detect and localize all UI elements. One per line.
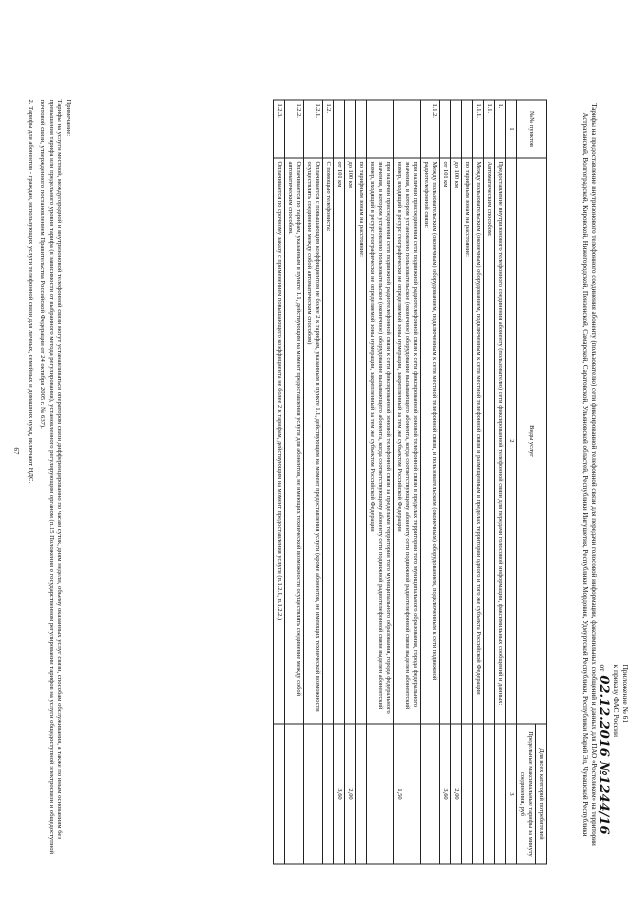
row-number: 1.1.1. <box>473 100 484 158</box>
table-row <box>473 100 484 864</box>
row-service: при наличии присоединения сети подвижной радиотелефонной связи к сети фиксированной зоновой телефонной связи в пределах территории того муниципального образования, города федерального значения, в котором установлено пользовательское (оконечное) оборудование вызывающего абонента, когда соответствующему абоненту сети подвижной радиотелефонной связи выделен абонентский номер, входящий в ресурс географически не определяемой зоны нумерации, закрепленный за тем же субъектом Российской Федерации <box>394 158 421 724</box>
table-body <box>274 100 506 864</box>
row-service: до 100 км <box>451 158 462 724</box>
row-service: от 101 км <box>334 158 345 724</box>
row-service: от 101 км <box>440 158 451 724</box>
row-tariff <box>304 724 323 864</box>
row-number <box>451 100 462 158</box>
row-service: Между пользовательским (оконечным) оборудованием, подключенным к сети местной телефонной связи и размещенным в пределах территории одного и того же субъекта Российской Федерации <box>473 158 484 724</box>
row-service: при наличии присоединения сети подвижной радиотелефонной связи к сети фиксированной зоновой телефонной связи за пределами территории того муниципального образования, города федерального значения, в котором установлено пользовательское (оконечное) оборудование вызывающего абонента, когда соответствующему абоненту сети подвижной радиотелефонной связи выделен абонентский номер, входящий в ресурс географически не определяемой зоны нумерации, закрепленный за тем же субъектом Российской Федерации <box>367 158 394 724</box>
row-tariff <box>421 724 440 864</box>
row-service: Оплачивается по срочному заказу с применением повышающего коэффициента не более 2 к тарифам, действующим на момент предоставления услуги (п.1.2.1, п.1.2.2.) <box>274 158 285 724</box>
row-tariff: 1,50 <box>394 724 421 864</box>
table-row <box>451 100 462 864</box>
header-row <box>536 100 547 864</box>
row-service: Автоматическим способом: <box>484 158 495 724</box>
row-number: 1.2.1. <box>304 100 323 158</box>
row-number: 1.1.2. <box>421 100 440 158</box>
appendix-title: Приложение № 61 <box>621 664 630 724</box>
row-service: Предоставление внутризонового телефонного соединения абоненту (пользователю) сети фиксированной телефонной связи для передачи голосовой информации, факсимильных сообщений и данных: <box>495 158 506 724</box>
header-consumers: Для всех категорий потребителей <box>536 724 547 864</box>
notes <box>38 100 72 864</box>
table-row <box>345 100 356 864</box>
appendix-date-line: от02.12.2016 №1244/16 <box>596 664 612 835</box>
column-number-row <box>506 100 517 864</box>
row-number <box>462 100 473 158</box>
page-number: 67 <box>12 447 20 455</box>
row-number: 1.2.3. <box>274 100 285 158</box>
row-number: 1.2. <box>323 100 334 158</box>
row-service: Оплачивается с повышающим коэффициентом не более 2 к тарифам, указанным в пункте 1.1, действующим на момент предоставления услуги (кроме абонентов, не имеющих технической возможности осуществлять соединение между собой автоматическим способом) <box>304 158 323 724</box>
table-row <box>274 100 285 864</box>
row-tariff: 2,00 <box>345 724 356 864</box>
row-tariff <box>473 724 484 864</box>
row-tariff: 3,60 <box>440 724 451 864</box>
row-tariff <box>356 724 367 864</box>
table-row <box>462 100 473 864</box>
appendix-stamp <box>595 664 630 834</box>
header-services: Виды услуг <box>517 158 547 724</box>
document-heading: Тарифы на предоставление внутризонового телефонного соединения абоненту (пользователю) сети фиксированной телефонной связи для передачи голосовой информации, факсимильных сообщений и данных для ПАО «Ростелеком» на территории Астраханской, Волгоградской, Кировской, Нижегородской, Пензенской, Самарской, Саратовской, Ульяновской областей, Республики Ингушетия, Республики Мордовия, Удмуртской Республики, Республики Марий Эл, Чувашской Республики <box>580 103 598 846</box>
row-number <box>334 100 345 158</box>
row-number <box>367 100 394 158</box>
table-row <box>367 100 394 864</box>
row-number <box>356 100 367 158</box>
appendix-order: к приказу ФАС России <box>611 664 621 738</box>
row-tariff <box>285 724 304 864</box>
table-row <box>334 100 345 864</box>
table-row <box>484 100 495 864</box>
row-tariff <box>323 724 334 864</box>
row-tariff: 2,00 <box>451 724 462 864</box>
table-row <box>440 100 451 864</box>
colnum-3: 3 <box>506 724 517 864</box>
notes-label: Примечание: <box>65 99 72 137</box>
row-tariff <box>462 724 473 864</box>
header-tariff: Предельные максимальные тарифы за минуту соединения, руб <box>517 724 536 864</box>
table-row <box>356 100 367 864</box>
table-row <box>323 100 334 864</box>
row-service: С помощью телефониста: <box>323 158 334 724</box>
row-service: до 100 км <box>345 158 356 724</box>
table-row <box>285 100 304 864</box>
row-tariff <box>367 724 394 864</box>
tariff-table <box>273 100 547 865</box>
handwritten-date-number: 02.12.2016 №1244/16 <box>596 675 612 835</box>
colnum-1: 1 <box>506 100 517 158</box>
row-service: по тарифным зонам на расстояние: <box>356 158 367 724</box>
row-tariff <box>274 724 285 864</box>
header-num: №№ пунктов <box>517 100 547 158</box>
row-number <box>345 100 356 158</box>
colnum-2: 2 <box>506 158 517 724</box>
row-number <box>440 100 451 158</box>
row-service: Между пользовательским (оконечным) оборудованием, подключенным к сети местной телефонной связи, и пользовательским (оконечным) оборудованием, подключенным к сети подвижной радиотелефонной связи: <box>421 158 440 724</box>
row-number <box>394 100 421 158</box>
row-service: по тарифным зонам на расстояние: <box>462 158 473 724</box>
table-row <box>495 100 506 864</box>
row-number: 1.1. <box>484 100 495 158</box>
note-item-1: Тарифы на услуги местной, междугородной и внутризоновой телефонной связи могут устанавливаться оператором связи дифференцированно по часам суток, дням недели, объему оказанных услуг связи, способам обслуживания, а также по иным основаниям без превышения тарифа или предельного уровня тарифа (в зависимости от выбранного метода регулирования), установленного регулирующим органом (п.15 Положения о государственном регулировании тарифов на услуги общедоступной электросвязи и общедоступной почтовой связи, утвержденного постановлением Правительства Российской Федерации от 24 октября 2005 г. № 637). <box>39 99 64 855</box>
row-tariff <box>484 724 495 864</box>
row-service: Оплачивается по тарифам, указанным в пункте 1.1, действующим на момент предоставления услуги для абонентов, не имеющих технической возможности осуществлять соединение между собой автоматическим способом. <box>285 158 304 724</box>
row-tariff <box>495 724 506 864</box>
table-row <box>394 100 421 864</box>
table-row <box>304 100 323 864</box>
table-row <box>421 100 440 864</box>
row-number: 1. <box>495 100 506 158</box>
note-item-2: 2. Тарифы для абонентов - граждан, использующих услуги телефонной связи для личных, семейных и домашних нужд, включают НДС. <box>27 99 34 484</box>
row-number: 1.2.2. <box>285 100 304 158</box>
row-tariff: 3,60 <box>334 724 345 864</box>
